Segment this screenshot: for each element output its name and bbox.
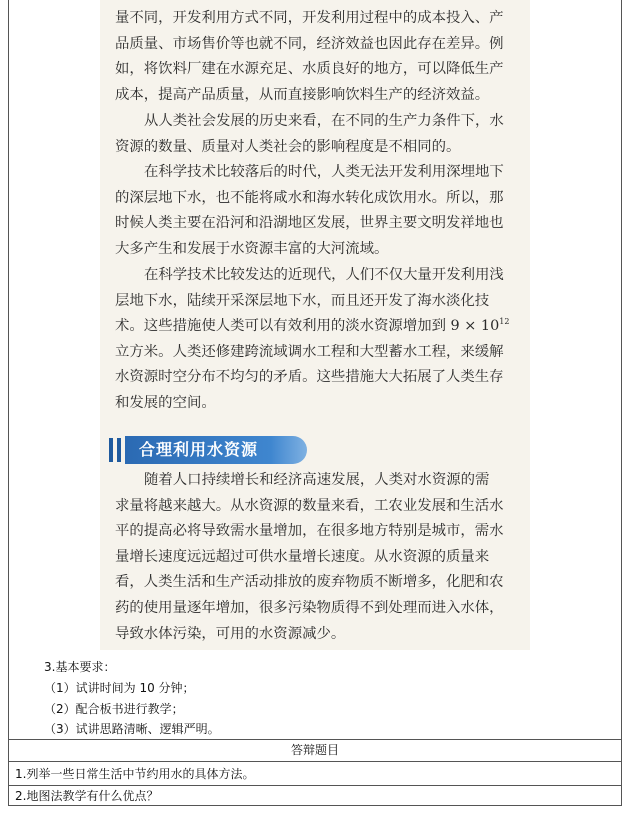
requirement-item: （3）试讲思路清晰、逻辑严明。 <box>44 722 220 736</box>
paragraph-3 <box>115 160 525 262</box>
requirement-item: （2）配合板书进行教学； <box>44 702 184 716</box>
text-line: 层地下水，陆续开采深层地下水，而且还开发了海水淡化技 <box>115 292 490 309</box>
text-line: 和发展的空间。 <box>115 394 216 411</box>
text-line: 大多产生和发展于水资源丰富的大河流域。 <box>115 240 389 257</box>
text-line: 求量将越来越大。从水资源的数量来看，工农业发展和生活水 <box>115 497 504 514</box>
text-line: 药的使用量逐年增加，很多污染物质得不到处理而进入水体， <box>115 599 504 616</box>
text-line: 水资源时空分布不均匀的矛盾。这些措施大大拓展了人类生存 <box>115 369 504 386</box>
text-line: 时候人类主要在沿河和沿湖地区发展，世界主要文明发祥地也 <box>115 215 504 232</box>
defense-question: 1.列举一些日常生活中节约用水的具体方法。 <box>15 767 255 781</box>
defense-header: 答辩题目 <box>290 743 339 757</box>
section-bar-icon <box>117 438 121 462</box>
paragraph-5 <box>115 468 525 647</box>
paragraph-2 <box>115 109 525 160</box>
text-line: 如，将饮料厂建在水源充足、水质良好的地方，可以降低生产 <box>115 61 504 78</box>
text-line: 随着人口持续增长和经济高速发展，人类对水资源的需 <box>144 472 490 488</box>
table-divider <box>8 761 622 762</box>
paragraph-4 <box>115 263 525 417</box>
text-line: 从人类社会发展的历史来看，在不同的生产力条件下，水 <box>144 113 504 129</box>
requirements-heading: 3.基本要求： <box>44 660 116 674</box>
text-line: 在科学技术比较落后的时代，人类无法开发利用深埋地下 <box>144 164 504 180</box>
requirement-item: （1）试讲时间为 10 分钟； <box>44 681 195 695</box>
text-line: 立方米。人类还修建跨流域调水工程和大型蓄水工程，来缓解 <box>115 343 504 360</box>
text-line: 成本，提高产品质量，从而直接影响饮料生产的经济效益。 <box>115 86 490 103</box>
text-line: 量不同，开发利用方式不同，开发利用过程中的成本投入、产 <box>115 10 504 26</box>
section-heading <box>109 436 309 464</box>
text-line-prefix: 术。这些措施使人类可以有效利用的淡水资源增加到 9 × 10 <box>115 318 500 335</box>
text-line: 在科学技术比较发达的近现代，人们不仅大量开发利用浅 <box>144 267 504 283</box>
section-bar-icon <box>109 438 113 462</box>
defense-question: 2.地图法教学有什么优点？ <box>15 789 159 803</box>
text-line: 的深层地下水，也不能将咸水和海水转化成饮用水。所以，那 <box>115 189 504 206</box>
section-title: 合理利用水资源 <box>139 440 259 459</box>
text-line: 看，人类生活和生产活动排放的废弃物质不断增多，化肥和农 <box>115 574 504 591</box>
exponent: 12 <box>499 317 510 327</box>
text-line: 导致水体污染，可用的水资源减少。 <box>115 625 346 642</box>
text-line: 资源的数量、质量对人类社会的影响程度是不相同的。 <box>115 138 461 155</box>
text-line: 平的提高必将导致需水量增加，在很多地方特别是城市，需水 <box>115 523 504 540</box>
text-line-exponent <box>115 314 525 340</box>
text-line: 品质量、市场售价等也就不同，经济效益也因此存在差异。例 <box>115 35 504 52</box>
paragraph-1 <box>115 6 525 108</box>
text-line: 量增长速度远远超过可供水量增长速度。从水资源的质量来 <box>115 548 490 565</box>
